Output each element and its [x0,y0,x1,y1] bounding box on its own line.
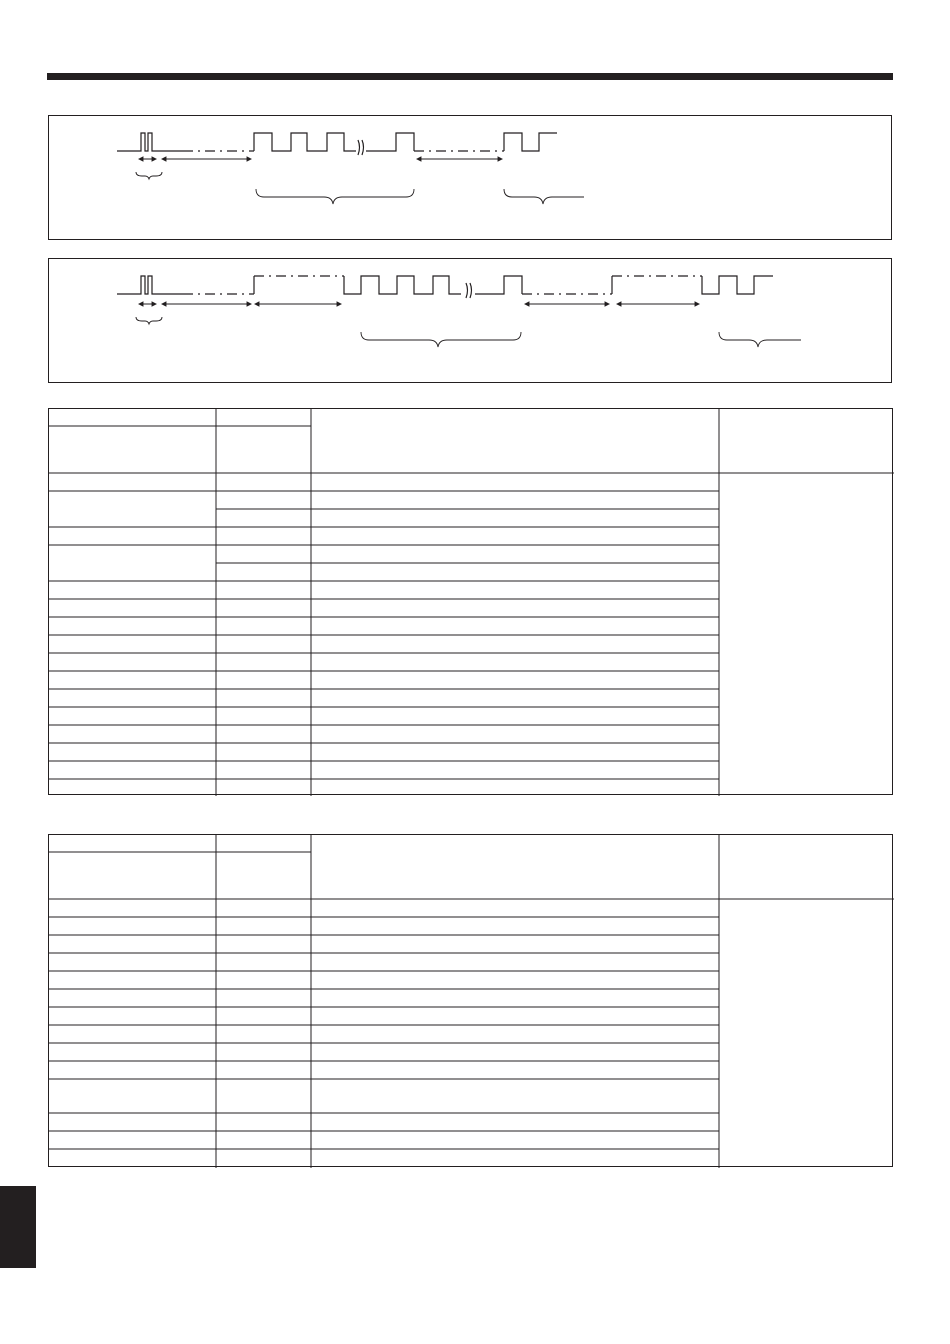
pulse-train-waveform-cont [475,276,522,294]
timing-diagram-1-svg [49,116,893,241]
brace-icon [256,189,414,204]
table-2 [48,834,893,1167]
table-1 [48,408,893,795]
timing-diagram-2 [48,258,892,383]
break-mark-icon [466,283,472,298]
start-pulse-waveform [117,133,183,151]
pulse-train-waveform [254,133,356,151]
brace-icon [504,189,584,204]
brace-icon [136,317,162,324]
timing-diagram-2-svg [49,259,893,384]
brace-icon [719,332,801,347]
pulse-train-waveform [344,276,461,294]
pulse-train-waveform-cont [366,133,414,151]
end-pulse-waveform [504,133,557,151]
table-2-grid [49,835,894,1168]
break-mark-icon [358,140,364,155]
table-1-grid [49,409,894,796]
brace-icon [361,332,521,347]
header-rule [47,73,893,80]
timing-diagram-1 [48,115,892,240]
end-pulse-waveform [702,276,773,294]
brace-icon [136,172,162,179]
thumb-index-tab [0,1186,36,1268]
start-pulse-waveform [117,276,183,294]
